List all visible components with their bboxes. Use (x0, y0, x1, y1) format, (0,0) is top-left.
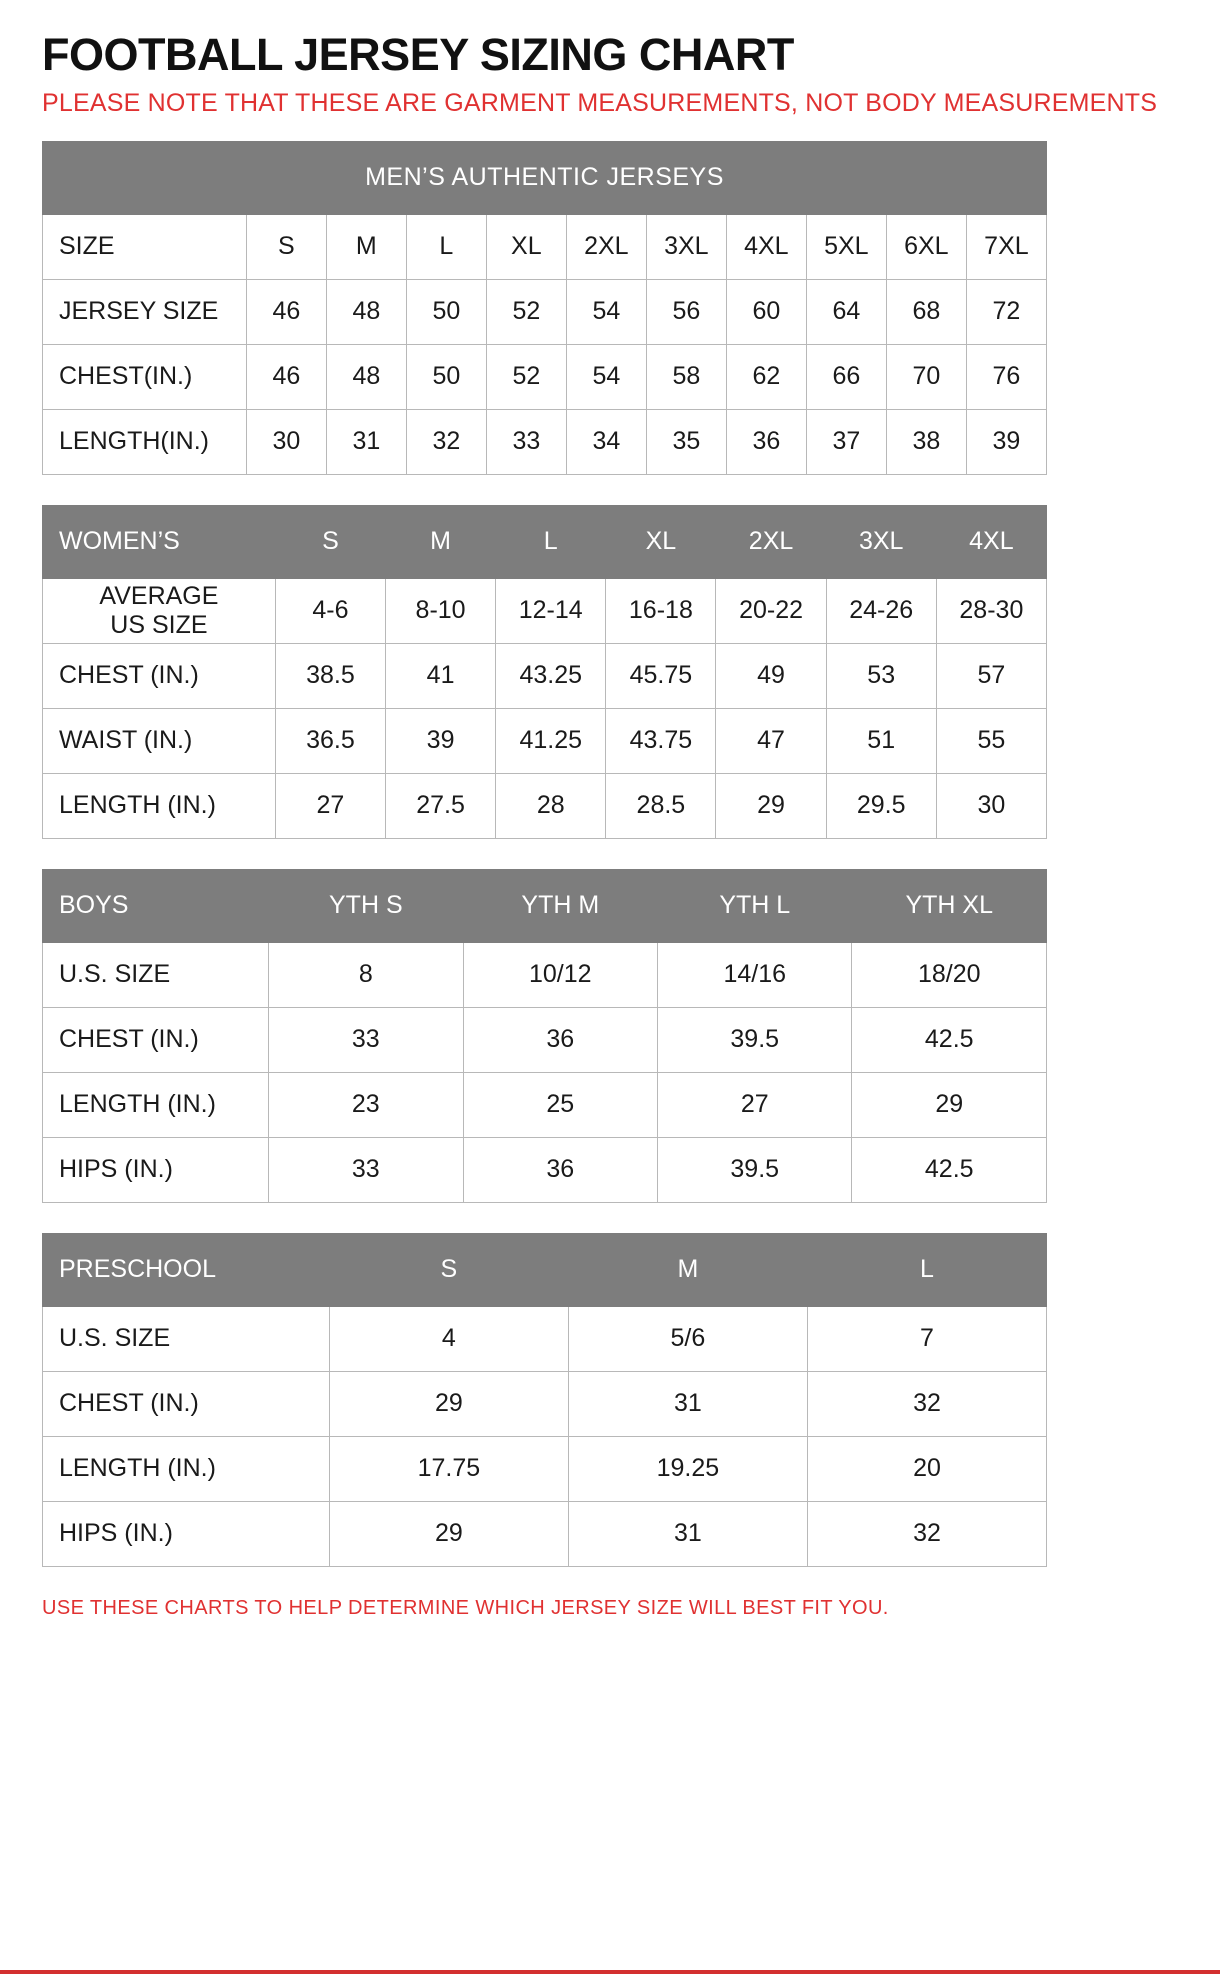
measurement-cell: 39.5 (658, 1137, 852, 1202)
measurement-cell: 14/16 (658, 942, 852, 1007)
table-row (43, 773, 1047, 838)
measurement-cell: 72 (966, 279, 1046, 344)
measurement-cell: 7 (807, 1306, 1046, 1371)
measurement-cell: 38.5 (275, 643, 385, 708)
measurement-cell: 31 (326, 409, 406, 474)
measurement-cell: 68 (886, 279, 966, 344)
men-banner: MEN’S AUTHENTIC JERSEYS (43, 141, 1047, 214)
size-header-cell: 7XL (966, 214, 1046, 279)
size-header-cell: 5XL (806, 214, 886, 279)
measurement-cell: 5/6 (568, 1306, 807, 1371)
measurement-cell: 46 (246, 344, 326, 409)
size-header-cell: S (275, 505, 385, 578)
measurement-cell: 54 (566, 279, 646, 344)
size-header-cell: L (496, 505, 606, 578)
measurement-cell: 17.75 (329, 1436, 568, 1501)
row-label: LENGTH (IN.) (43, 773, 276, 838)
measurement-cell: 37 (806, 409, 886, 474)
measurement-cell: 64 (806, 279, 886, 344)
measurement-cell: 30 (936, 773, 1046, 838)
measurement-cell: 51 (826, 708, 936, 773)
measurement-cell: 48 (326, 344, 406, 409)
measurement-cell: 31 (568, 1371, 807, 1436)
measurement-cell: 31 (568, 1501, 807, 1566)
measurement-cell: 28-30 (936, 578, 1046, 643)
womens-size-table (42, 505, 1047, 839)
measurement-cell: 10/12 (463, 942, 657, 1007)
measurement-cell: 57 (936, 643, 1046, 708)
table-row (43, 1137, 1047, 1202)
measurement-cell: 50 (406, 344, 486, 409)
page-title: FOOTBALL JERSEY SIZING CHART (42, 29, 794, 80)
table-row (43, 344, 1047, 409)
table-row (43, 141, 1047, 214)
row-label: HIPS (IN.) (43, 1501, 330, 1566)
size-header-cell: 2XL (566, 214, 646, 279)
measurement-cell: 41 (386, 643, 496, 708)
measurement-cell: 12-14 (496, 578, 606, 643)
table-row (43, 643, 1047, 708)
size-header-cell: 4XL (726, 214, 806, 279)
measurement-cell: 28 (496, 773, 606, 838)
table-row (43, 279, 1047, 344)
table-header-row (43, 505, 1047, 578)
size-header-cell: 4XL (936, 505, 1046, 578)
measurement-cell: 49 (716, 643, 826, 708)
preschool-header-label: PRESCHOOL (43, 1233, 330, 1306)
table-row (43, 578, 1047, 643)
measurement-cell: 29 (329, 1501, 568, 1566)
size-header-cell: 3XL (646, 214, 726, 279)
measurement-cell: 36 (726, 409, 806, 474)
size-header-cell: M (568, 1233, 807, 1306)
measurement-cell: 52 (486, 279, 566, 344)
size-header-cell: YTH S (269, 869, 463, 942)
measurement-cell: 60 (726, 279, 806, 344)
measurement-cell: 33 (486, 409, 566, 474)
measurement-cell: 27 (658, 1072, 852, 1137)
row-label: AVERAGE US SIZE (43, 578, 276, 643)
measurement-cell: 42.5 (852, 1137, 1047, 1202)
measurement-cell: 43.75 (606, 708, 716, 773)
row-label: LENGTH (IN.) (43, 1436, 330, 1501)
row-label: U.S. SIZE (43, 1306, 330, 1371)
table-header-row (43, 869, 1047, 942)
size-header-cell: L (807, 1233, 1046, 1306)
measurement-cell: 20-22 (716, 578, 826, 643)
measurement-cell: 28.5 (606, 773, 716, 838)
measurement-cell: 32 (406, 409, 486, 474)
boys-size-table (42, 869, 1047, 1203)
measurement-cell: 46 (246, 279, 326, 344)
size-header-cell: 3XL (826, 505, 936, 578)
table-header-row (43, 214, 1047, 279)
table-row (43, 1306, 1047, 1371)
measurement-cell: 29 (716, 773, 826, 838)
measurement-cell: 76 (966, 344, 1046, 409)
row-label: LENGTH(IN.) (43, 409, 247, 474)
measurement-cell: 23 (269, 1072, 463, 1137)
size-header-cell: M (386, 505, 496, 578)
measurement-cell: 56 (646, 279, 726, 344)
table-row (43, 1436, 1047, 1501)
measurement-cell: 4 (329, 1306, 568, 1371)
measurement-cell: 42.5 (852, 1007, 1047, 1072)
page-subtitle: PLEASE NOTE THAT THESE ARE GARMENT MEASUREMENTS, NOT BODY MEASUREMENTS (42, 88, 1158, 117)
measurement-cell: 27 (275, 773, 385, 838)
measurement-cell: 48 (326, 279, 406, 344)
row-label: CHEST (IN.) (43, 1371, 330, 1436)
size-header-cell: 6XL (886, 214, 966, 279)
mens-size-table (42, 141, 1047, 475)
measurement-cell: 25 (463, 1072, 657, 1137)
page-footnote: USE THESE CHARTS TO HELP DETERMINE WHICH JERSEY SIZE WILL BEST FIT YOU. (42, 1596, 889, 1619)
table-row (43, 942, 1047, 1007)
measurement-cell: 36.5 (275, 708, 385, 773)
measurement-cell: 19.25 (568, 1436, 807, 1501)
measurement-cell: 16-18 (606, 578, 716, 643)
measurement-cell: 27.5 (386, 773, 496, 838)
row-label: HIPS (IN.) (43, 1137, 269, 1202)
measurement-cell: 18/20 (852, 942, 1047, 1007)
measurement-cell: 20 (807, 1436, 1046, 1501)
women-header-label: WOMEN’S (43, 505, 276, 578)
preschool-size-table (42, 1233, 1047, 1567)
measurement-cell: 34 (566, 409, 646, 474)
measurement-cell: 32 (807, 1371, 1046, 1436)
measurement-cell: 70 (886, 344, 966, 409)
measurement-cell: 36 (463, 1137, 657, 1202)
measurement-cell: 41.25 (496, 708, 606, 773)
measurement-cell: 4-6 (275, 578, 385, 643)
measurement-cell: 66 (806, 344, 886, 409)
size-header-cell: YTH XL (852, 869, 1047, 942)
table-row (43, 1501, 1047, 1566)
measurement-cell: 54 (566, 344, 646, 409)
size-header-cell: YTH M (463, 869, 657, 942)
size-header-cell: S (246, 214, 326, 279)
row-label: CHEST(IN.) (43, 344, 247, 409)
measurement-cell: 39.5 (658, 1007, 852, 1072)
measurement-cell: 50 (406, 279, 486, 344)
row-label: JERSEY SIZE (43, 279, 247, 344)
row-label: LENGTH (IN.) (43, 1072, 269, 1137)
row-label: CHEST (IN.) (43, 643, 276, 708)
table-row (43, 1007, 1047, 1072)
measurement-cell: 47 (716, 708, 826, 773)
measurement-cell: 58 (646, 344, 726, 409)
size-header-cell: M (326, 214, 406, 279)
measurement-cell: 43.25 (496, 643, 606, 708)
measurement-cell: 38 (886, 409, 966, 474)
size-header-cell: S (329, 1233, 568, 1306)
measurement-cell: 32 (807, 1501, 1046, 1566)
table-row (43, 708, 1047, 773)
measurement-cell: 39 (386, 708, 496, 773)
measurement-cell: 30 (246, 409, 326, 474)
measurement-cell: 8 (269, 942, 463, 1007)
measurement-cell: 62 (726, 344, 806, 409)
measurement-cell: 39 (966, 409, 1046, 474)
measurement-cell: 55 (936, 708, 1046, 773)
size-header-cell: L (406, 214, 486, 279)
measurement-cell: 24-26 (826, 578, 936, 643)
row-label: CHEST (IN.) (43, 1007, 269, 1072)
table-row (43, 409, 1047, 474)
measurement-cell: 29 (852, 1072, 1047, 1137)
measurement-cell: 8-10 (386, 578, 496, 643)
size-header-cell: XL (606, 505, 716, 578)
table-header-row (43, 1233, 1047, 1306)
size-header-cell: XL (486, 214, 566, 279)
measurement-cell: 29 (329, 1371, 568, 1436)
row-label: WAIST (IN.) (43, 708, 276, 773)
men-header-label: SIZE (43, 214, 247, 279)
measurement-cell: 33 (269, 1137, 463, 1202)
measurement-cell: 45.75 (606, 643, 716, 708)
boys-header-label: BOYS (43, 869, 269, 942)
table-row (43, 1371, 1047, 1436)
measurement-cell: 33 (269, 1007, 463, 1072)
measurement-cell: 35 (646, 409, 726, 474)
measurement-cell: 53 (826, 643, 936, 708)
size-header-cell: YTH L (658, 869, 852, 942)
row-label: U.S. SIZE (43, 942, 269, 1007)
table-row (43, 1072, 1047, 1137)
measurement-cell: 52 (486, 344, 566, 409)
size-header-cell: 2XL (716, 505, 826, 578)
measurement-cell: 29.5 (826, 773, 936, 838)
measurement-cell: 36 (463, 1007, 657, 1072)
